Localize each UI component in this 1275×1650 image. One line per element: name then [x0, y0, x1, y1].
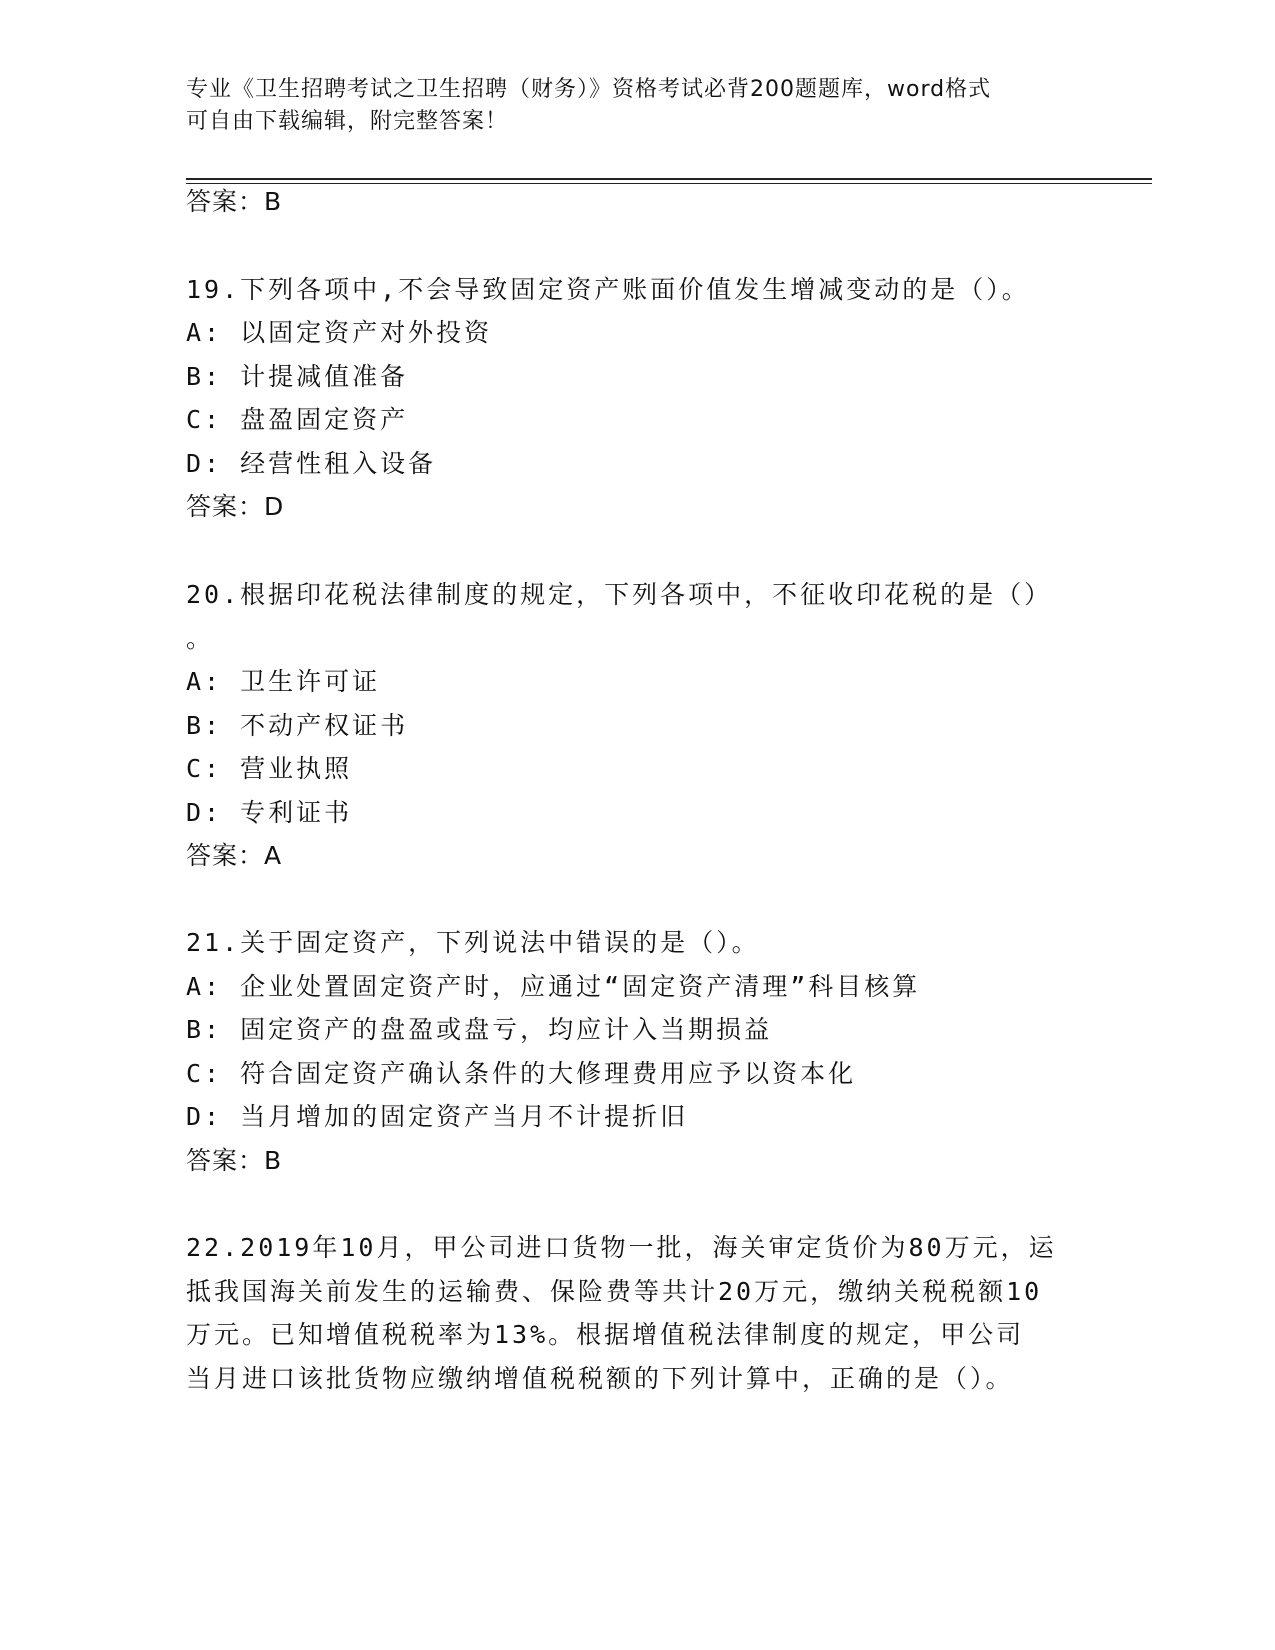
question-21-option-b: B: 固定资产的盘盈或盘亏，均应计入当期损益: [186, 1015, 773, 1044]
header-line-1: 专业《卫生招聘考试之卫生招聘（财务）》资格考试必背200题题库，word格式: [186, 77, 992, 102]
question-19-option-b: B: 计提减值准备: [186, 362, 409, 391]
question-20-option-c: C: 营业执照: [186, 754, 353, 783]
header-line-2: 可自由下载编辑，附完整答案！: [186, 109, 509, 134]
question-20-option-b: B: 不动产权证书: [186, 711, 409, 740]
question-21-option-c: C: 符合固定资产确认条件的大修理费用应予以资本化: [186, 1059, 857, 1088]
question-19-option-d: D: 经营性租入设备: [186, 449, 437, 478]
question-20-option-d: D: 专利证书: [186, 798, 353, 827]
question-22-stem-line-2: 抵我国海关前发生的运输费、保险费等共计20万元，缴纳关税税额10: [186, 1277, 1043, 1306]
question-19-stem: 19.下列各项中,不会导致固定资产账面价值发生增减变动的是（）。: [186, 275, 1030, 304]
question-20-answer: 答案：A: [186, 841, 283, 870]
question-21-option-a: A: 企业处置固定资产时，应通过“固定资产清理”科目核算: [186, 972, 921, 1001]
question-22-stem-line-4: 当月进口该批货物应缴纳增值税税额的下列计算中，正确的是（）。: [186, 1364, 1014, 1393]
header-rule-thick: [186, 178, 1152, 180]
question-20-stem: 20.根据印花税法律制度的规定，下列各项中，不征收印花税的是（）: [186, 580, 1053, 609]
question-21-option-d: D: 当月增加的固定资产当月不计提折旧: [186, 1102, 689, 1131]
question-20-stem-cont: 。: [186, 624, 215, 653]
question-19-option-c: C: 盘盈固定资产: [186, 405, 409, 434]
question-21-answer: 答案：B: [186, 1146, 283, 1175]
question-22-stem-line-1: 22.2019年10月，甲公司进口货物一批，海关审定货价为80万元，运: [186, 1233, 1057, 1262]
question-21-stem: 21.关于固定资产，下列说法中错误的是（）。: [186, 928, 760, 957]
question-22-stem-line-3: 万元。已知增值税税率为13%。根据增值税法律制度的规定，甲公司: [186, 1320, 1025, 1349]
answer-prev: 答案：B: [186, 187, 283, 216]
header-rule-thin: [186, 183, 1152, 184]
question-19-option-a: A: 以固定资产对外投资: [186, 318, 493, 347]
question-19-answer: 答案：D: [186, 492, 285, 521]
document-header: [186, 74, 1086, 138]
question-20-option-a: A: 卫生许可证: [186, 667, 381, 696]
